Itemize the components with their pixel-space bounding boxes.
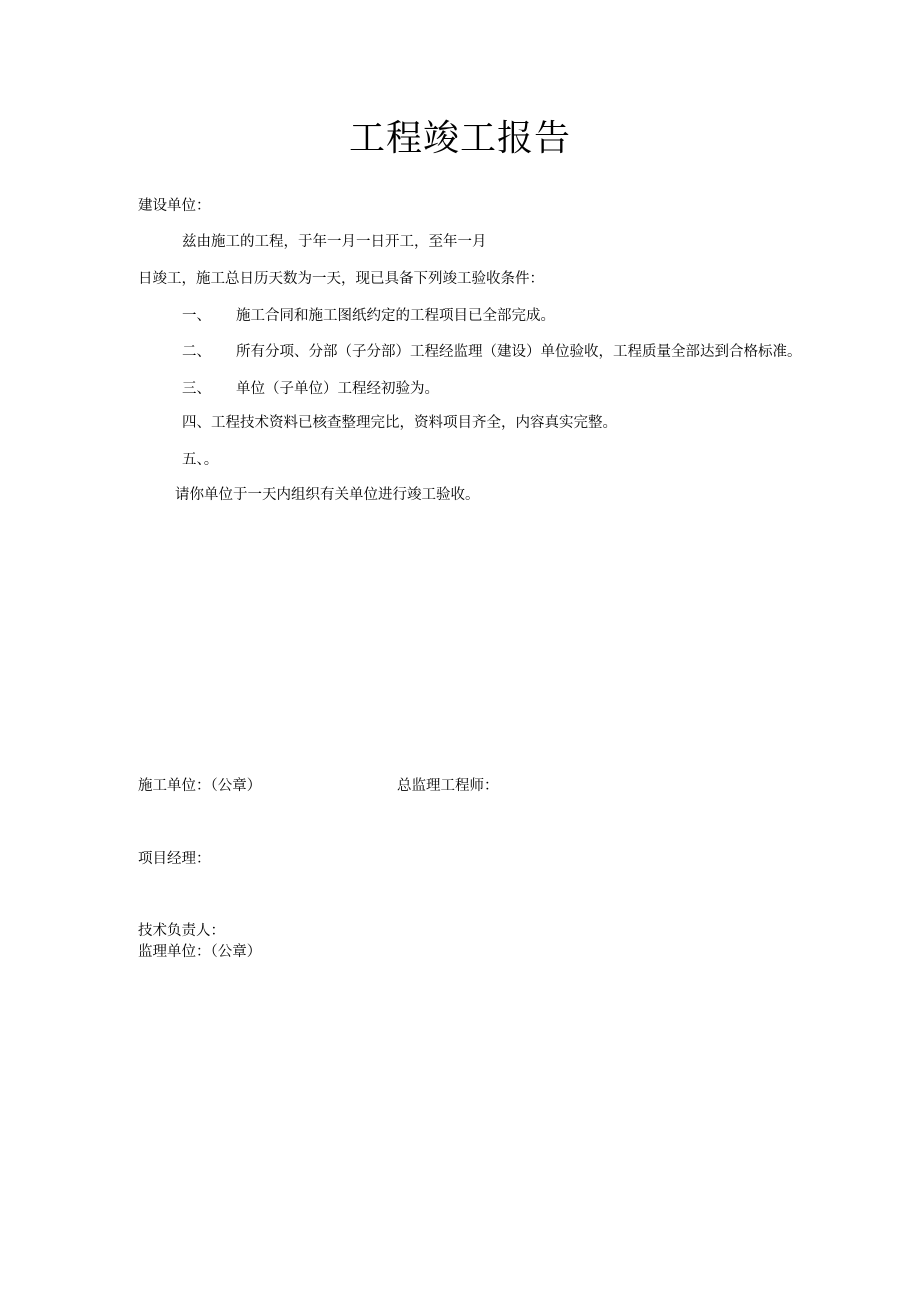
- condition-4: 四、工程技术资料已核查整理完比，资料项目齐全，内容真实完整。: [182, 415, 617, 431]
- condition-number: 一、: [182, 308, 211, 324]
- chief-supervisor-signature: 总监理工程师：: [397, 778, 499, 794]
- project-manager-signature: 项目经理：: [138, 851, 211, 867]
- condition-3: [182, 382, 439, 397]
- condition-text: 所有分项、分部（子分部）工程经监理（建设）单位验收，工程质量全部达到合格标准。: [236, 344, 802, 360]
- condition-2: [182, 345, 802, 360]
- condition-number: 二、: [182, 344, 211, 360]
- condition-text: 单位（子单位）工程经初验为。: [236, 381, 439, 397]
- condition-5: 五、。: [182, 452, 219, 468]
- acceptance-request: 请你单位于一天内组织有关单位进行竣工验收。: [175, 487, 480, 503]
- supervision-unit-signature: 监理单位：（公章）: [138, 944, 262, 960]
- condition-1: [182, 309, 555, 324]
- condition-text: 施工合同和施工图纸约定的工程项目已全部完成。: [236, 308, 555, 324]
- page-title: 工程竣工报告: [348, 118, 571, 159]
- contractor-signature: 施工单位：（公章）: [138, 778, 262, 794]
- client-label: 建设单位：: [138, 198, 211, 214]
- condition-number: 三、: [182, 381, 211, 397]
- intro-line-2: 日竣工，施工总日历天数为一天，现已具备下列竣工验收条件：: [138, 271, 544, 287]
- tech-lead-signature: 技术负责人：: [138, 923, 225, 939]
- intro-line-1: 兹由施工的工程，于年一月一日开工，至年一月: [182, 234, 487, 250]
